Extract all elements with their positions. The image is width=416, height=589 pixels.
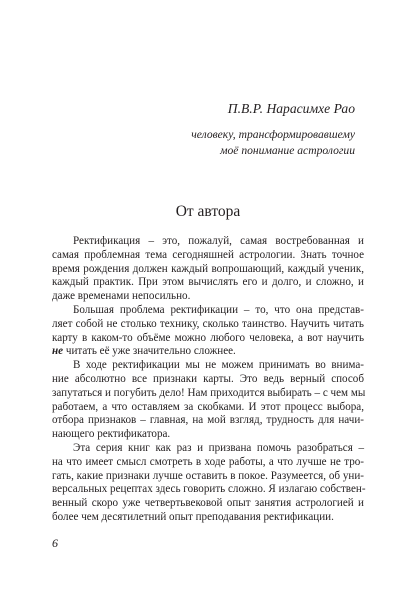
text-line: ние абсолютно все признаки карты. Это ведь верный способ bbox=[52, 372, 364, 385]
text-line: даже временами непосильно. bbox=[52, 290, 191, 303]
text-line: каждый практик. При этом вычислять его и долго, и сложно, и bbox=[52, 276, 364, 289]
dedication-name: П.В.Р. Нарасимхе Рао bbox=[227, 101, 355, 116]
dedication bbox=[55, 101, 355, 159]
text-line: более чем десятилетний опыт преподавания ректификации. bbox=[52, 510, 334, 523]
text-line: версальных рецептах здесь говорить сложно. Я излагаю собствен- bbox=[52, 483, 366, 496]
emphasis-word: не bbox=[52, 345, 64, 358]
text-line: Эта серия книг как раз и призвана помочь разобраться – bbox=[73, 441, 364, 454]
text-line: гать, какие признаки лучше оставить в покое. Разумеется, об уни- bbox=[52, 469, 364, 482]
dedication-line-2: моё понимание астрологии bbox=[220, 144, 355, 157]
page-number: 6 bbox=[52, 536, 58, 550]
text-line: работаем, а что оставляем за скобками. И этот процесс выбора, bbox=[52, 400, 364, 413]
text-line: ляет собой не столько технику, сколько таинство. Научить читать bbox=[52, 317, 364, 330]
text-line-emphasis bbox=[52, 345, 364, 359]
text-line: запутаться и погубить дело! Нам приходится выбирать – с чем мы bbox=[52, 386, 366, 399]
text-line: венный скоро уже четвертьвековой опыт занятия астрологией и bbox=[52, 497, 364, 510]
dedication-line-1: человеку, трансформировавшему bbox=[191, 128, 355, 141]
text-line: на что имеет смысл смотреть в ходе работы, а что лучше не тро- bbox=[52, 455, 364, 468]
text-line: нающего ректификатора. bbox=[52, 428, 171, 441]
text-line: карту в каком-то объёме можно любого человека, а вот научить bbox=[52, 331, 364, 344]
text-line: Большая проблема ректификации – то, что она представ- bbox=[73, 303, 364, 316]
text-line: самая проблемная тема сегодняшней астрологии. Знать точное bbox=[52, 248, 364, 261]
text-line: время рождения должен каждый вопрошающий, каждый ученик, bbox=[52, 262, 364, 275]
text-line: Ректификация – это, пожалуй, самая востребованная и bbox=[73, 235, 364, 247]
body-text bbox=[52, 235, 364, 525]
chapter-heading: От автора bbox=[175, 203, 241, 220]
text-line: отбора признаков – главная, на мой взгляд, трудность для начи- bbox=[52, 414, 364, 427]
text-line: В ходе ректификации мы не можем принимать во внима- bbox=[73, 359, 364, 372]
text-line-rest: читать её уже значительно сложнее. bbox=[63, 345, 236, 358]
